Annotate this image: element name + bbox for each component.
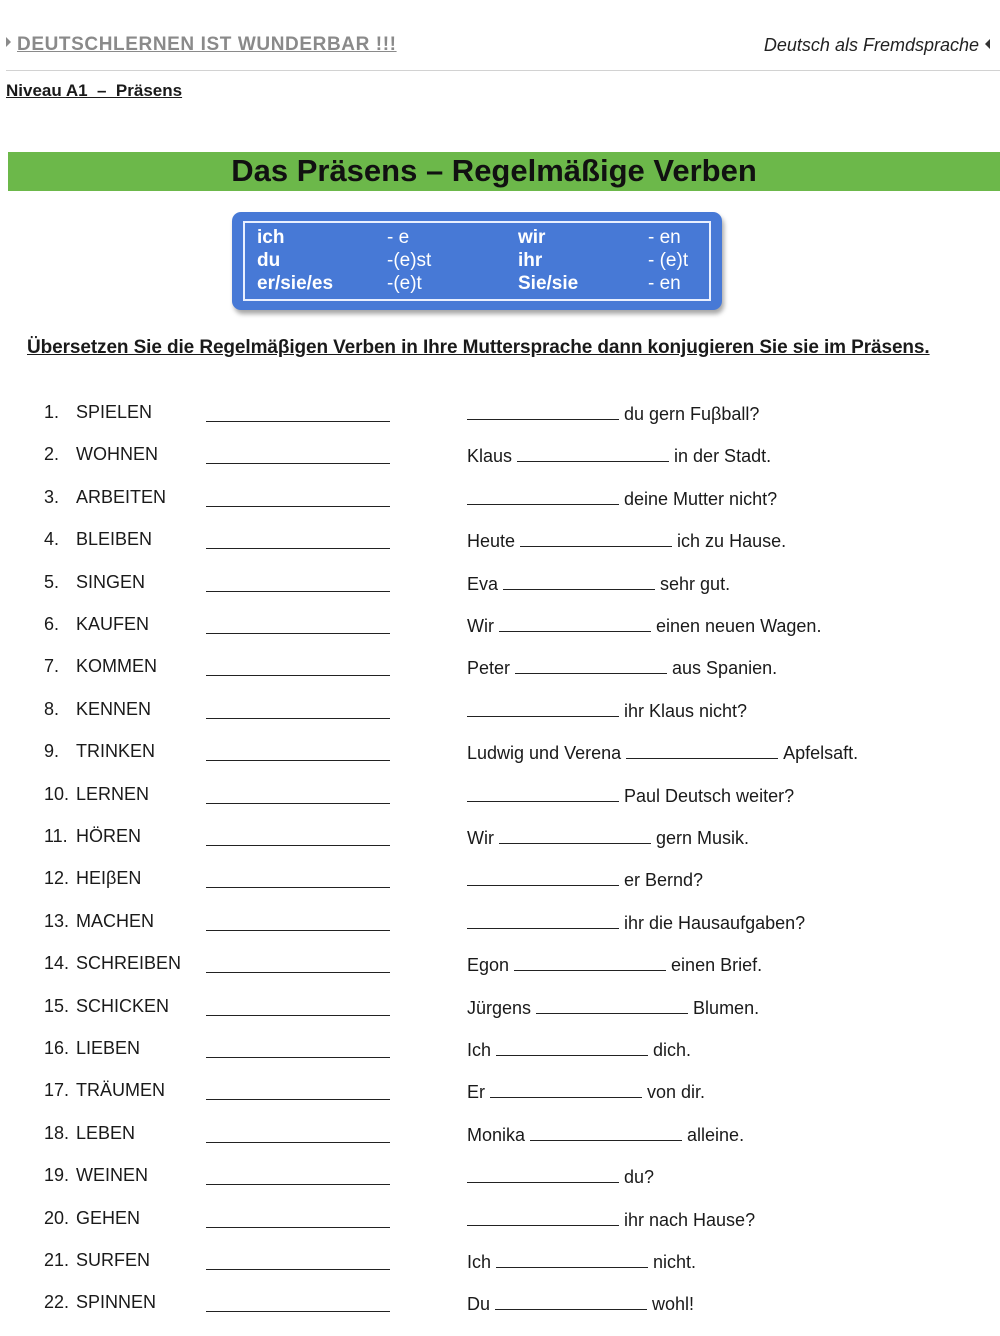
exercise-row (0, 818, 1000, 858)
exercise-row (0, 1242, 1000, 1282)
exercise-number: 7. (44, 656, 60, 677)
verb-label: SCHICKEN (76, 995, 170, 1016)
sentence-end: einen neuen Wagen. (655, 616, 822, 636)
verb-label: SINGEN (76, 571, 146, 592)
exercise-row (0, 394, 1000, 434)
translation-blank[interactable] (206, 1015, 390, 1016)
verb-label: WEINEN (76, 1165, 148, 1186)
sentence (467, 402, 759, 425)
exercise-number: 6. (44, 614, 60, 634)
exercise-number: 8. (44, 698, 60, 719)
conjugation-blank[interactable] (495, 1292, 647, 1310)
exercise-row (0, 945, 1000, 985)
conjugation-blank[interactable] (499, 614, 651, 632)
exercise-number: 11. (44, 826, 68, 846)
conjugation-blank[interactable] (496, 1038, 648, 1056)
translation-blank[interactable] (206, 760, 390, 761)
translation-blank[interactable] (206, 421, 390, 422)
verb-label: KAUFEN (76, 614, 150, 634)
verb-label: LIEBEN (76, 1038, 141, 1058)
conjugation-blank[interactable] (490, 1080, 642, 1098)
instruction-text: Übersetzen Sie die Regelmäβigen Verben in Ihre Muttersprache dann konjugieren Sie sie im Präsens. (27, 337, 930, 358)
exercise-row (0, 606, 1000, 646)
verb-label: LEBEN (76, 1122, 136, 1143)
sentence-start: Wir (467, 616, 494, 636)
translation-blank[interactable] (206, 506, 390, 507)
conjugation-blank[interactable] (467, 487, 619, 505)
sentence (467, 699, 747, 722)
page-title: Das Präsens – Regelmäßige Verben (231, 153, 757, 188)
exercise-number: 21. (44, 1250, 70, 1270)
ending: - e (387, 227, 410, 248)
exercise-number: 17. (44, 1080, 70, 1101)
sentence-end: du gern Fuβball? (624, 404, 760, 424)
verb-label: SCHREIBEN (76, 953, 182, 974)
conjugation-blank[interactable] (530, 1123, 682, 1141)
pronoun: du (257, 250, 281, 271)
exercise-row (0, 1072, 1000, 1112)
sentence-end: dich. (653, 1040, 692, 1060)
exercise-row (0, 691, 1000, 731)
sentence (467, 826, 749, 849)
sentence (467, 529, 786, 552)
translation-blank[interactable] (206, 1057, 390, 1058)
translation-blank[interactable] (206, 972, 390, 973)
exercise-row (0, 903, 1000, 943)
pronoun: ihr (518, 250, 543, 271)
sentence-end: Apfelsaft. (783, 743, 859, 764)
sentence-start: Wir (467, 828, 494, 848)
verb-label: MACHEN (76, 910, 155, 931)
sentence-end: in der Stadt. (674, 446, 772, 467)
translation-blank[interactable] (206, 718, 390, 719)
verb-label: SPIELEN (76, 402, 153, 422)
exercise-row (0, 776, 1000, 816)
sentence (467, 444, 771, 467)
sentence (467, 996, 759, 1019)
translation-blank[interactable] (206, 845, 390, 846)
sentence-start: Egon (467, 955, 510, 976)
sentence (467, 1208, 755, 1231)
exercise-number: 3. (44, 486, 60, 507)
subtitle: Deutsch als Fremdsprache (764, 35, 990, 56)
verb-label: SURFEN (76, 1250, 151, 1270)
conjugation-blank[interactable] (536, 996, 688, 1014)
exercise-row (0, 564, 1000, 604)
sentence-end: du? (624, 1167, 655, 1188)
sentence (467, 953, 762, 976)
sentence-end: deine Mutter nicht? (624, 488, 778, 509)
conjugation-blank[interactable] (467, 1208, 619, 1226)
exercise-row (0, 436, 1000, 476)
conjugation-blank[interactable] (626, 741, 778, 759)
conjugation-blank[interactable] (520, 529, 672, 547)
conjugation-blank[interactable] (503, 572, 655, 590)
sentence-end: Blumen. (693, 997, 760, 1018)
sentence-end: aus Spanien. (672, 658, 778, 679)
sentence-start: Klaus (467, 446, 513, 467)
exercise-number: 12. (44, 868, 70, 889)
exercise-number: 18. (44, 1122, 70, 1143)
sentence-end: sehr gut. (660, 573, 731, 594)
translation-blank[interactable] (206, 591, 390, 592)
translation-blank[interactable] (206, 930, 390, 931)
conjugation-blank[interactable] (467, 1165, 619, 1183)
verb-label: TRÄUMEN (76, 1080, 165, 1101)
exercise-row (0, 648, 1000, 688)
exercise-number: 16. (44, 1038, 70, 1058)
sentence-end: Paul Deutsch weiter? (624, 785, 795, 806)
conjugation-blank[interactable] (499, 826, 651, 844)
verb-label: KOMMEN (76, 656, 157, 677)
conjugation-blank[interactable] (467, 868, 619, 886)
sentence (467, 656, 777, 679)
sentence-end: ihr nach Hause? (624, 1209, 756, 1230)
page-header (6, 30, 990, 70)
sentence-start: Er (467, 1082, 485, 1103)
conjugation-box (232, 212, 722, 310)
sentence (467, 1292, 694, 1315)
level-label: Niveau A1 – Präsens (6, 81, 183, 100)
header-divider (6, 70, 1000, 71)
sentence-end: er Bernd? (624, 870, 704, 891)
exercise-row (0, 988, 1000, 1028)
translation-blank[interactable] (206, 1142, 390, 1143)
conjugation-blank[interactable] (515, 656, 667, 674)
verb-label: KENNEN (76, 698, 152, 719)
translation-blank[interactable] (206, 1311, 390, 1312)
verb-label: BLEIBEN (76, 529, 153, 550)
pronoun: ich (257, 227, 285, 248)
exercise-row (0, 1200, 1000, 1240)
sentence-end: ihr die Hausaufgaben? (624, 912, 806, 933)
conjugation-blank[interactable] (467, 402, 619, 420)
translation-blank[interactable] (206, 1269, 390, 1270)
exercise-row (0, 733, 1000, 773)
translation-blank[interactable] (206, 1227, 390, 1228)
exercise-number: 14. (44, 953, 70, 974)
conjugation-blank[interactable] (467, 699, 619, 717)
sentence-end: nicht. (653, 1252, 697, 1272)
pronoun: wir (518, 227, 546, 248)
translation-blank[interactable] (206, 633, 390, 634)
sentence-start: Ich (467, 1252, 492, 1272)
conjugation-blank[interactable] (496, 1250, 648, 1268)
ending: - en (648, 273, 681, 294)
verb-label: ARBEITEN (76, 486, 167, 507)
verb-label: TRINKEN (76, 741, 156, 762)
sentence-end: ich zu Hause. (677, 531, 787, 552)
conjugation-blank[interactable] (517, 444, 669, 462)
title-banner (8, 152, 1000, 191)
conjugation-blank[interactable] (467, 911, 619, 929)
exercise-row (0, 1284, 1000, 1324)
exercise-number: 22. (44, 1292, 70, 1313)
verb-label: HEIβEN (76, 868, 142, 889)
sentence (467, 487, 777, 510)
ending: - en (648, 227, 681, 248)
translation-blank[interactable] (206, 1099, 390, 1100)
exercise-row (0, 860, 1000, 900)
exercise-row (0, 1115, 1000, 1155)
exercise-number: 15. (44, 995, 70, 1016)
site-title: DEUTSCHLERNEN IST WUNDERBAR !!! (6, 34, 397, 56)
sentence-start: Monika (467, 1124, 526, 1145)
conjugation-blank[interactable] (514, 953, 666, 971)
exercise-row (0, 1157, 1000, 1197)
ending: - (e)t (648, 250, 689, 271)
sentence-start: Eva (467, 573, 499, 594)
sentence (467, 868, 703, 891)
translation-blank[interactable] (206, 887, 390, 888)
sentence-end: alleine. (687, 1124, 745, 1145)
translation-blank[interactable] (206, 548, 390, 549)
triangle-left-icon (985, 39, 990, 49)
sentence-start: Du (467, 1294, 491, 1315)
sentence-end: gern Musik. (655, 828, 750, 848)
sentence-start: Ludwig und Verena (467, 743, 622, 764)
exercise-number: 9. (44, 741, 60, 762)
sentence (467, 1038, 691, 1061)
sentence-start: Heute (467, 531, 516, 552)
exercise-number: 5. (44, 571, 60, 592)
sentence-end: von dir. (647, 1082, 706, 1103)
sentence (467, 741, 858, 764)
sentence (467, 1165, 654, 1188)
pronoun: Sie/sie (518, 273, 579, 294)
translation-blank[interactable] (206, 463, 390, 464)
exercise-number: 1. (44, 402, 60, 422)
conjugation-blank[interactable] (467, 784, 619, 802)
exercise-number: 20. (44, 1207, 70, 1228)
exercise-number: 13. (44, 910, 70, 931)
sentence (467, 911, 805, 934)
sentence-end: wohl! (652, 1294, 695, 1315)
sentence (467, 572, 730, 595)
triangle-right-icon (6, 37, 11, 47)
sentence-start: Peter (467, 658, 511, 679)
sentence (467, 614, 821, 637)
translation-blank[interactable] (206, 1184, 390, 1185)
sentence (467, 1080, 705, 1103)
sentence (467, 1250, 696, 1273)
verb-label: WOHNEN (76, 444, 158, 465)
ending: -(e)t (387, 273, 422, 294)
sentence-end: einen Brief. (671, 955, 763, 976)
sentence-start: Jürgens (467, 997, 532, 1018)
pronoun: er/sie/es (257, 273, 334, 294)
verb-label: SPINNEN (76, 1292, 157, 1313)
sentence-end: ihr Klaus nicht? (624, 700, 748, 721)
sentence (467, 1123, 744, 1146)
translation-blank[interactable] (206, 803, 390, 804)
exercise-row (0, 521, 1000, 561)
sentence (467, 784, 794, 807)
exercise-number: 19. (44, 1165, 70, 1186)
verb-label: GEHEN (76, 1207, 141, 1228)
verb-label: LERNEN (76, 783, 150, 804)
verb-label: HÖREN (76, 826, 142, 846)
exercise-number: 10. (44, 783, 70, 804)
exercise-number: 2. (44, 444, 60, 465)
translation-blank[interactable] (206, 675, 390, 676)
exercise-row (0, 1030, 1000, 1070)
ending: -(e)st (387, 250, 432, 271)
sentence-start: Ich (467, 1040, 492, 1060)
exercise-number: 4. (44, 529, 60, 550)
exercise-row (0, 479, 1000, 519)
